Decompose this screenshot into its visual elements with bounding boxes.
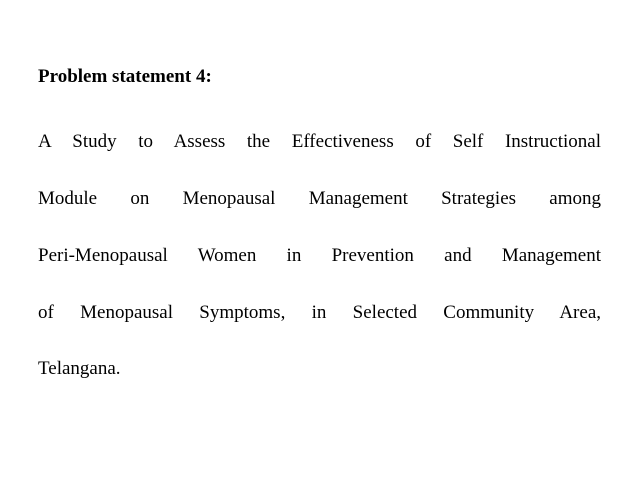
body-line: Telangana. (38, 358, 121, 379)
body-line: Module on Menopausal Management Strategies among (38, 188, 601, 209)
problem-statement-heading: Problem statement 4: (38, 66, 212, 87)
body-line: A Study to Assess the Effectiveness of Self Instructional (38, 131, 601, 152)
body-line: Peri-Menopausal Women in Prevention and Management (38, 245, 601, 266)
body-line: of Menopausal Symptoms, in Selected Community Area, (38, 302, 601, 323)
